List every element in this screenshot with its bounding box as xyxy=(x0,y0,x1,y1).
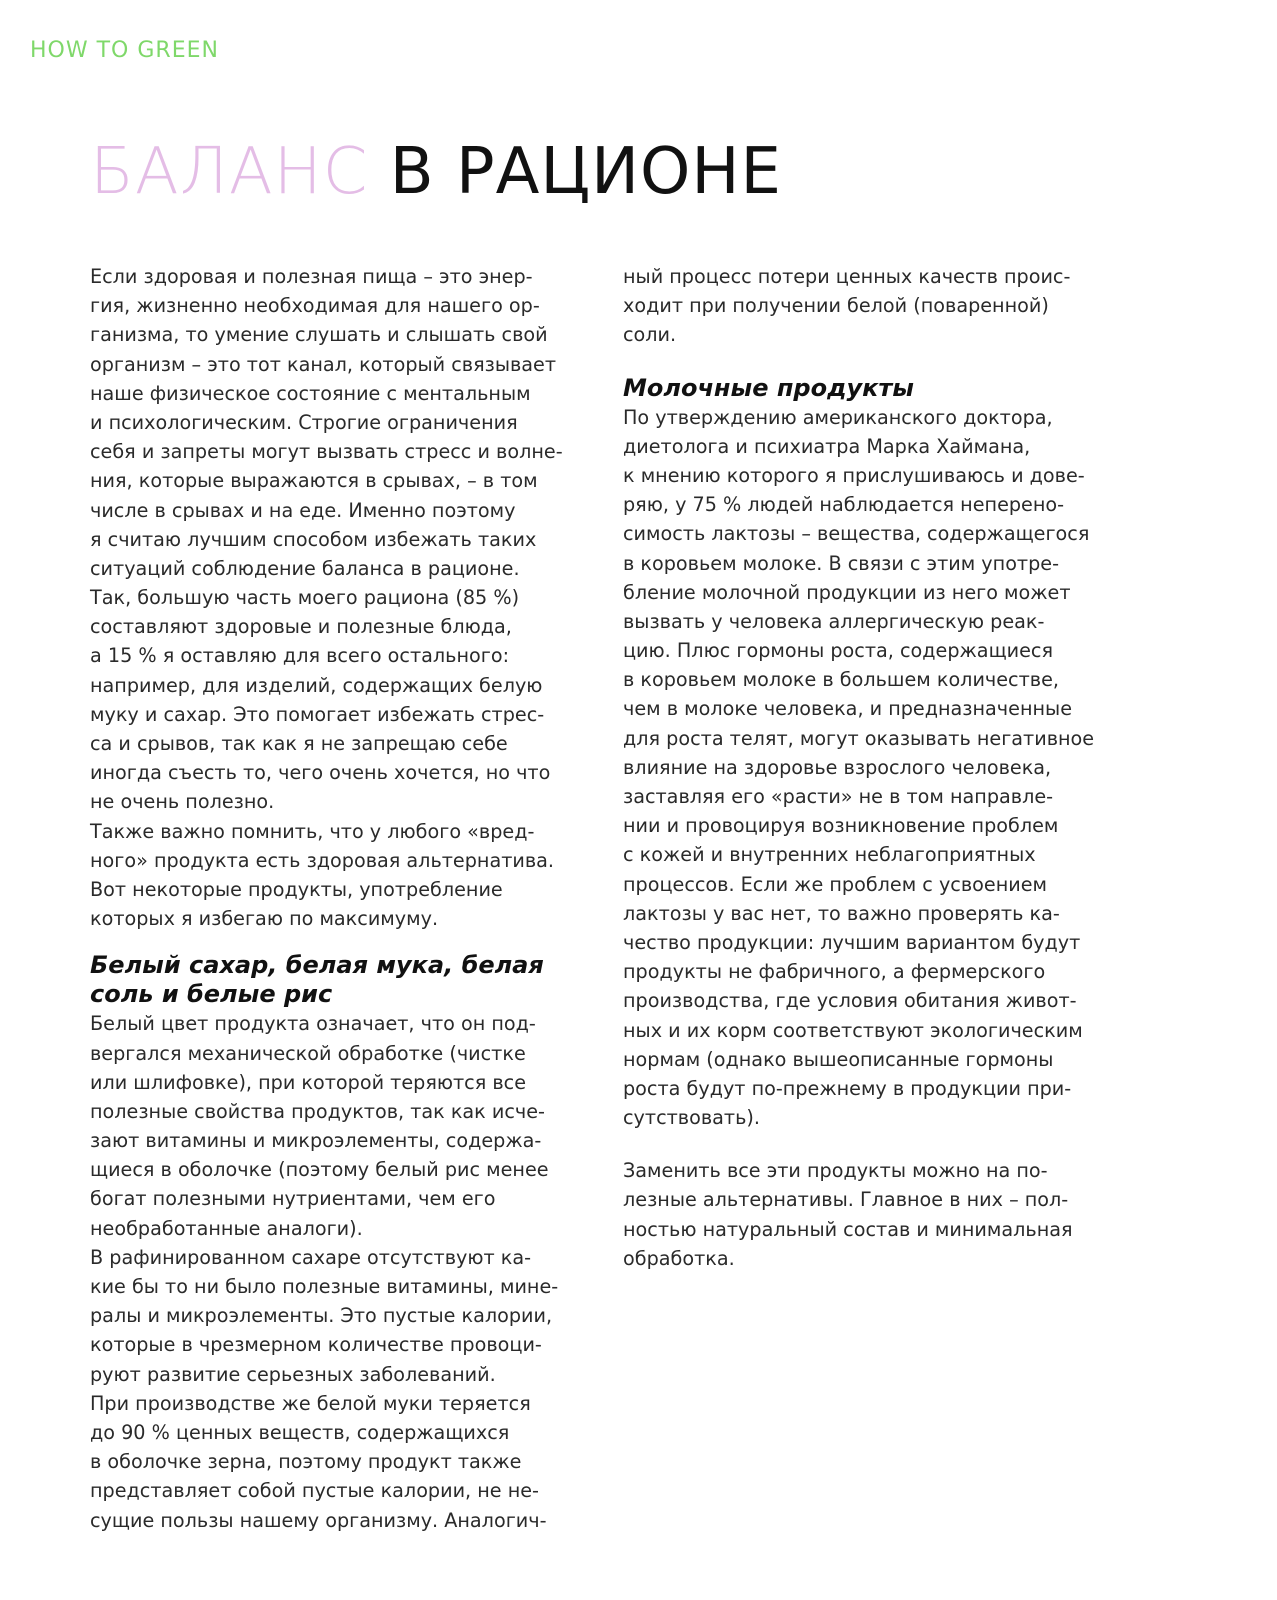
text-line: процессов. Если же проблем с усвоением xyxy=(623,872,1048,896)
text-line: лезные альтернативы. Главное в них – пол- xyxy=(623,1188,1069,1212)
text-line: не очень полезно. xyxy=(90,790,275,814)
closing-paragraph xyxy=(623,1156,1153,1273)
section-heading-white-products xyxy=(90,951,610,1009)
text-line: иногда съесть то, чего очень хочется, но что xyxy=(90,761,551,785)
text-line: обработка. xyxy=(623,1246,735,1270)
intro-paragraph xyxy=(90,262,610,933)
text-line: сутствовать). xyxy=(623,1106,760,1130)
text-line: щиеся в оболочке (поэтому белый рис менее xyxy=(90,1158,549,1182)
text-line: ный процесс потери ценных качеств проис- xyxy=(623,265,1071,288)
text-line: ного» продукта есть здоровая альтернатива. xyxy=(90,848,555,872)
white-products-paragraph xyxy=(90,1009,610,1534)
text-line: организм – это тот канал, который связывает xyxy=(90,352,557,376)
text-line: вызвать у человека аллергическую реак- xyxy=(623,609,1045,633)
title-accent: БАЛАНС xyxy=(90,135,369,209)
text-line: При производстве же белой муки теряется xyxy=(90,1391,531,1415)
text-line: Заменить все эти продукты можно на по- xyxy=(623,1159,1048,1183)
left-column xyxy=(90,262,610,1535)
text-line: с кожей и внутренних неблагоприятных xyxy=(623,843,1036,867)
text-line: ностью натуральный состав и минимальная xyxy=(623,1217,1073,1241)
section-heading-dairy: Молочные продукты xyxy=(623,373,915,402)
text-line: соли. xyxy=(623,323,677,347)
text-line: По утверждению американского доктора, xyxy=(623,405,1053,429)
text-line: ситуаций соблюдение баланса в рационе. xyxy=(90,556,520,580)
text-line: заставляя его «расти» не в том направле- xyxy=(623,785,1054,808)
text-line: ралы и микроэлементы. Это пустые калории, xyxy=(90,1304,553,1328)
text-line: Если здоровая и полезная пища – это энер- xyxy=(90,265,533,288)
subhead-line: соль и белые рис xyxy=(90,980,333,1009)
title-main: В РАЦИОНЕ xyxy=(389,135,782,209)
text-line: нии и провоцируя возникновение проблем xyxy=(623,814,1059,838)
text-line: к мнению которого я прислушиваюсь и дове- xyxy=(623,463,1085,487)
text-line: Так, большую часть моего рациона (85 %) xyxy=(90,586,520,610)
text-line: и психологическим. Строгие ограничения xyxy=(90,410,518,434)
text-line: богат полезными нутриентами, чем его xyxy=(90,1187,496,1211)
text-line: полезные свойства продуктов, так как исче- xyxy=(90,1099,545,1123)
text-line: лактозы у вас нет, то важно проверять ка- xyxy=(623,901,1060,925)
text-line: числе в срывах и на еде. Именно поэтому xyxy=(90,498,516,522)
text-line: до 90 % ценных веществ, содержащихся xyxy=(90,1420,510,1444)
text-line: бление молочной продукции из него может xyxy=(623,580,1071,604)
text-line: кие бы то ни было полезные витамины, мине- xyxy=(90,1275,559,1298)
text-line: для роста телят, могут оказывать негативное xyxy=(623,726,1095,750)
article-title xyxy=(90,135,782,209)
text-line: себя и запреты могут вызвать стресс и волне- xyxy=(90,440,563,464)
text-line: нормам (однако вышеописанные гормоны xyxy=(623,1047,1054,1071)
text-line: руют развитие серьезных заболеваний. xyxy=(90,1362,496,1386)
text-line: в коровьем молоке в большем количестве, xyxy=(623,668,1059,692)
text-line: цию. Плюс гормоны роста, содержащиеся xyxy=(623,639,1054,663)
text-line: зают витамины и микроэлементы, содержа- xyxy=(90,1129,542,1153)
text-line: или шлифовке), при которой теряются все xyxy=(90,1070,527,1094)
subhead-line: Белый сахар, белая мука, белая xyxy=(90,951,544,980)
text-line: ных и их корм соответствуют экологическим xyxy=(623,1018,1083,1042)
text-line: сущие пользы нашему организму. Аналогич- xyxy=(90,1508,547,1532)
text-line: Белый цвет продукта означает, что он под- xyxy=(90,1012,536,1036)
text-line: муку и сахар. Это помогает избежать стрес- xyxy=(90,702,545,726)
continuation-paragraph xyxy=(623,262,1153,350)
text-line: я считаю лучшим способом избежать таких xyxy=(90,527,537,551)
text-line: а 15 % я оставляю для всего остального: xyxy=(90,644,510,668)
text-line: в оболочке зерна, поэтому продукт также xyxy=(90,1450,522,1474)
text-line: производства, где условия обитания живот- xyxy=(623,989,1077,1013)
text-line: необработанные аналоги). xyxy=(90,1216,363,1240)
text-line: представляет собой пустые калории, не не- xyxy=(90,1479,539,1503)
text-line: Также важно помнить, что у любого «вред- xyxy=(90,819,535,843)
text-line: составляют здоровые и полезные блюда, xyxy=(90,615,512,639)
text-line: продукты не фабричного, а фермерского xyxy=(623,960,1046,984)
text-line: например, для изделий, содержащих белую xyxy=(90,673,543,697)
text-line: ния, которые выражаются в срывах, – в том xyxy=(90,469,538,493)
text-line: ходит при получении белой (поваренной) xyxy=(623,294,1049,318)
right-column xyxy=(623,262,1153,1273)
section-kicker: HOW TO GREEN xyxy=(30,38,219,63)
text-line: которых я избегаю по максимуму. xyxy=(90,907,439,931)
text-line: гия, жизненно необходимая для нашего ор- xyxy=(90,294,540,318)
text-line: ганизма, то умение слушать и слышать свой xyxy=(90,323,548,347)
text-line: в коровьем молоке. В связи с этим употре- xyxy=(623,551,1060,575)
text-line: симость лактозы – вещества, содержащегося xyxy=(623,522,1090,546)
dairy-paragraph xyxy=(623,403,1153,1133)
text-line: которые в чрезмерном количестве провоци- xyxy=(90,1333,542,1357)
text-line: наше физическое состояние с ментальным xyxy=(90,381,531,405)
text-line: вергался механической обработке (чистке xyxy=(90,1041,526,1065)
text-line: диетолога и психиатра Марка Хаймана, xyxy=(623,434,1031,458)
text-line: роста будут по-прежнему в продукции при- xyxy=(623,1076,1072,1100)
text-line: влияние на здоровье взрослого человека, xyxy=(623,755,1052,779)
text-line: ряю, у 75 % людей наблюдается неперено- xyxy=(623,493,1065,517)
text-line: Вот некоторые продукты, употребление xyxy=(90,877,503,901)
text-line: са и срывов, так как я не запрещаю себе xyxy=(90,732,508,755)
text-line: чество продукции: лучшим вариантом будут xyxy=(623,930,1081,954)
text-line: чем в молоке человека, и предназначенные xyxy=(623,697,1072,721)
text-line: В рафинированном сахаре отсутствуют ка- xyxy=(90,1245,532,1269)
